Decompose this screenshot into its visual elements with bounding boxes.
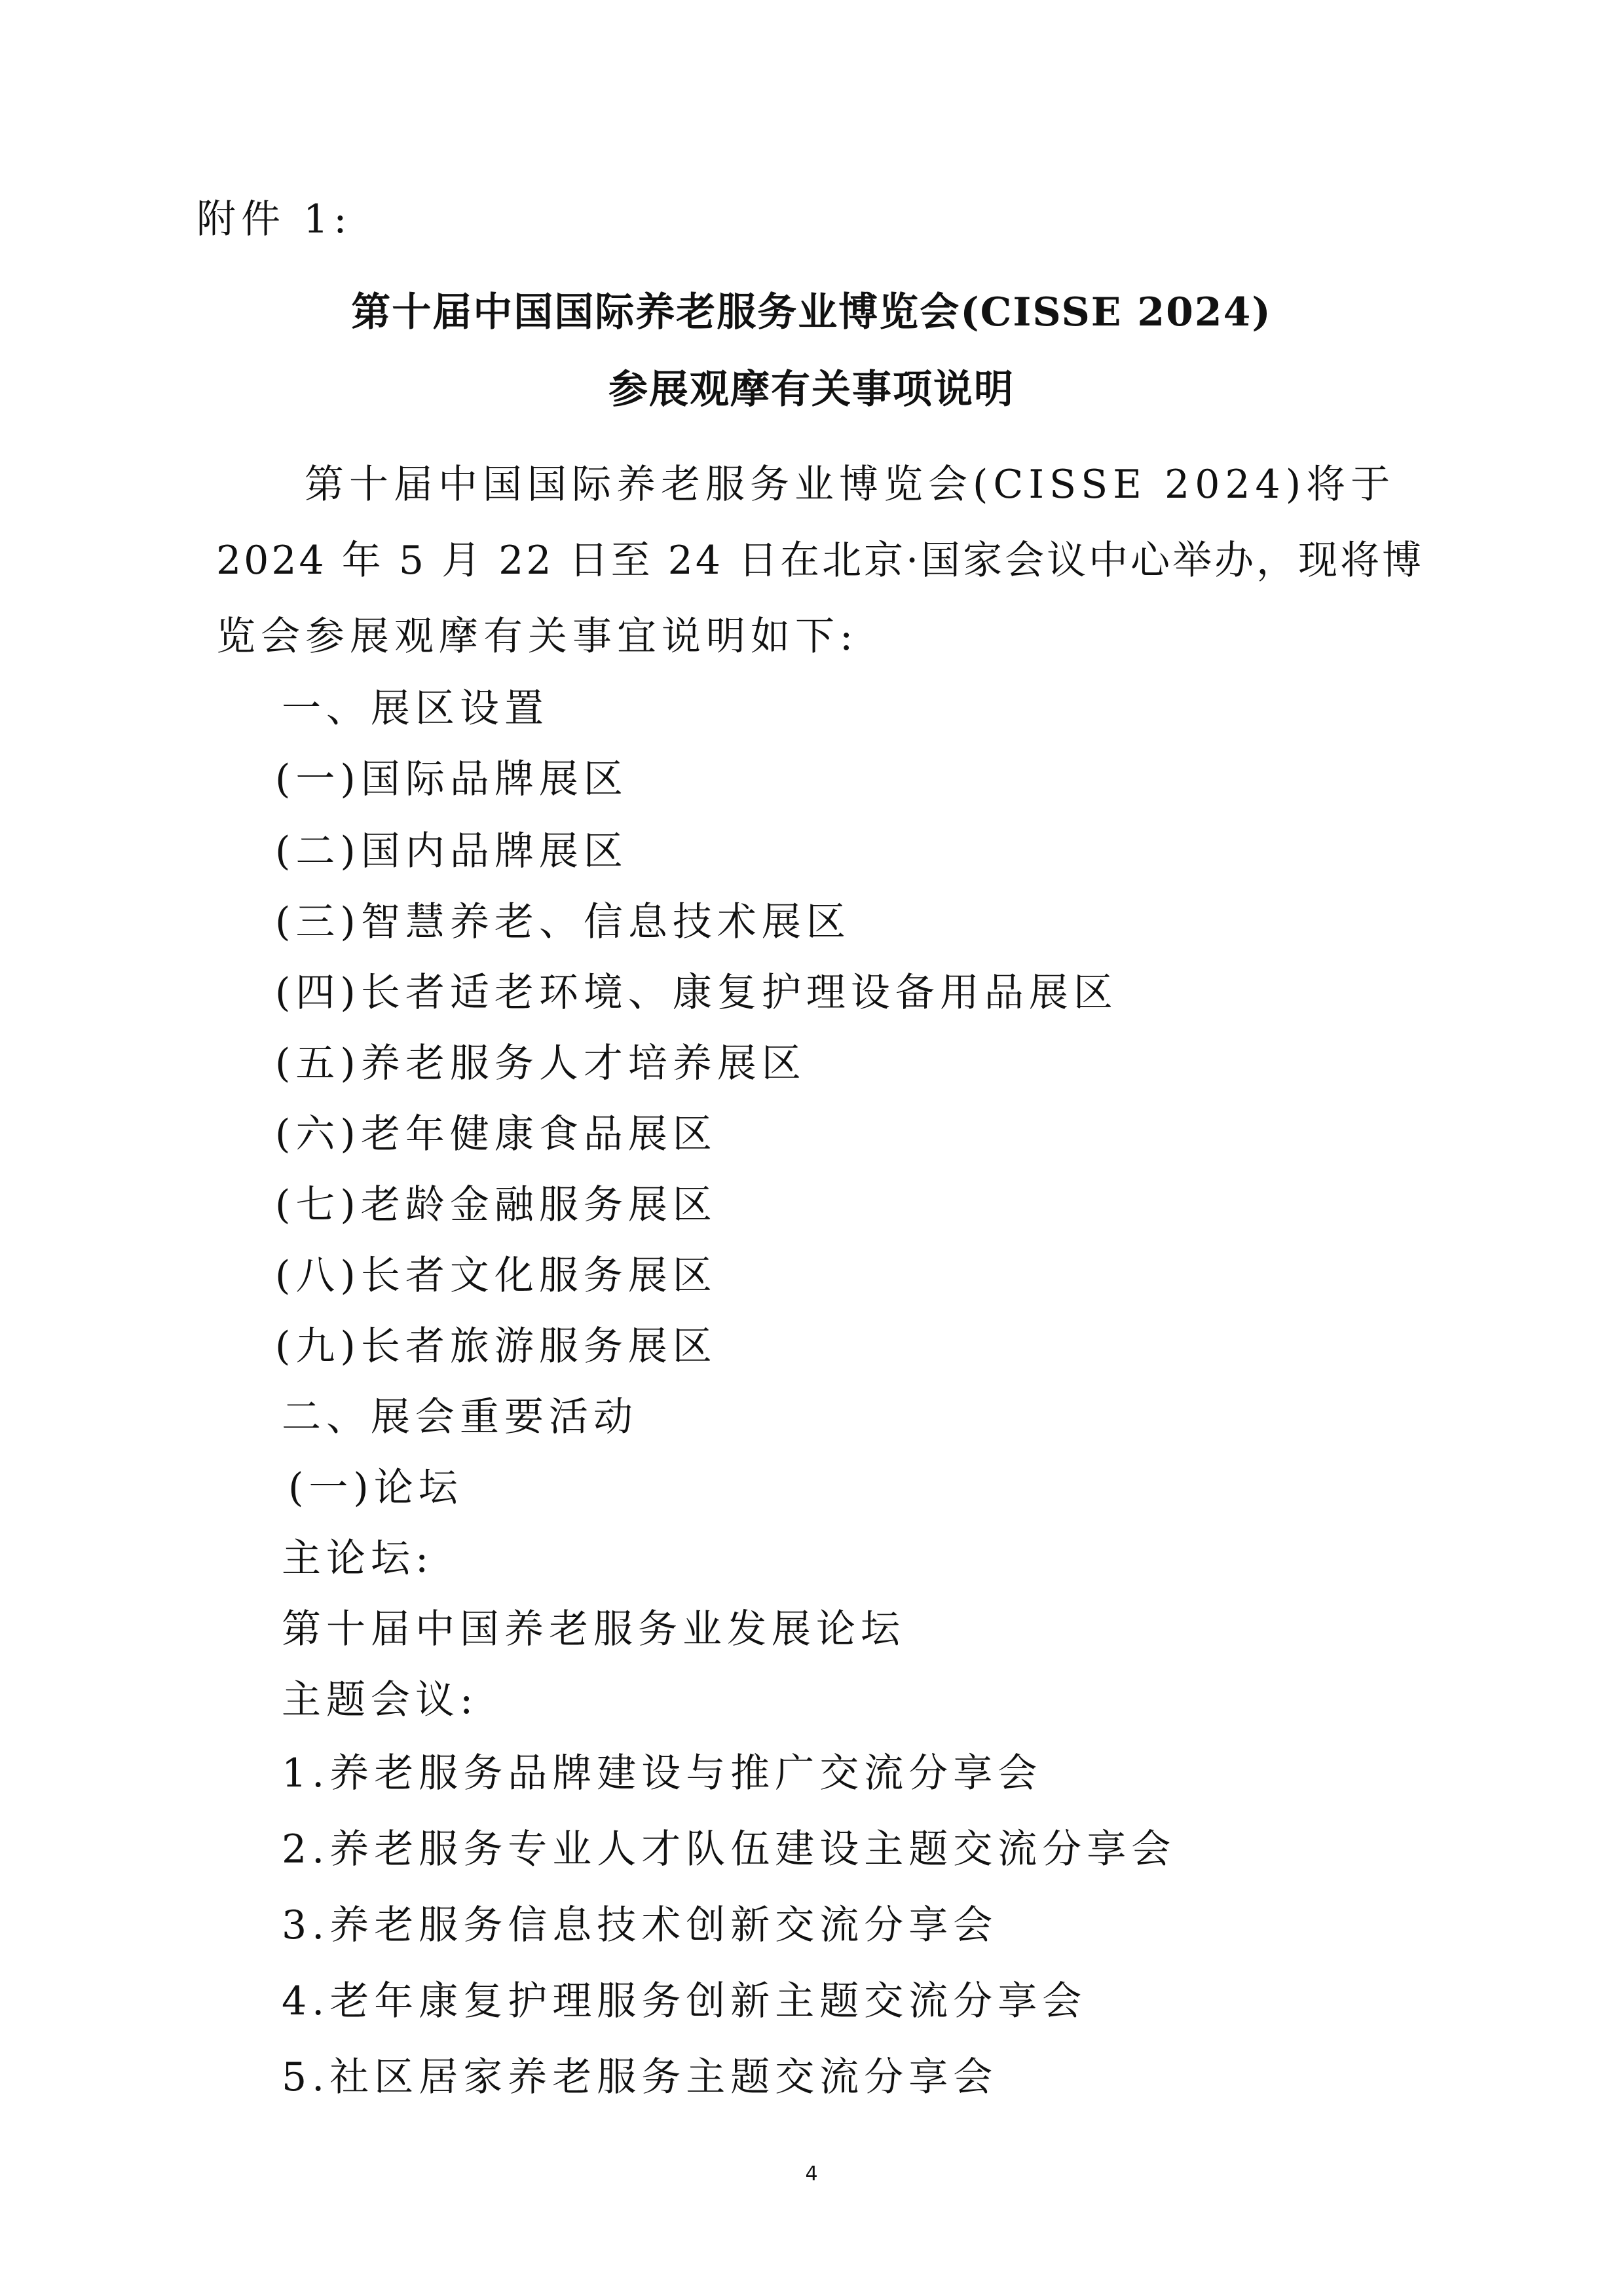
topic-meeting-3: 3.养老服务信息技术创新交流分享会: [282, 1902, 998, 1948]
topic-meetings-label: 主题会议:: [282, 1677, 479, 1723]
zone-item-1: (一)国际品牌展区: [275, 756, 628, 802]
intro-paragraph-line-3: 览会参展观摩有关事宜说明如下:: [216, 614, 859, 659]
document-title-line-2: 参展观摩有关事项说明: [608, 367, 1015, 413]
intro-paragraph-line-1: 第十届中国国际养老服务业博览会(CISSE 2024)将于: [305, 462, 1396, 508]
zone-item-9: (九)长者旅游服务展区: [275, 1324, 717, 1369]
zone-item-6: (六)老年健康食品展区: [275, 1111, 717, 1157]
document-title-line-1: 第十届中国国际养老服务业博览会(CISSE 2024): [351, 289, 1272, 335]
intro-paragraph-line-2: 2024 年 5 月 22 日至 24 日在北京·国家会议中心举办，现将博: [216, 538, 1425, 583]
zone-item-3: (三)智慧养老、信息技术展区: [275, 899, 851, 945]
page-number: 4: [805, 2162, 818, 2185]
main-forum-label: 主论坛:: [282, 1536, 434, 1582]
topic-meeting-1: 1.养老服务品牌建设与推广交流分享会: [282, 1750, 1043, 1796]
section-heading-exhibition-zones: 一、展区设置: [282, 686, 549, 731]
topic-meeting-4: 4.老年康复护理服务创新主题交流分享会: [282, 1978, 1087, 2024]
attachment-label: 附件 1:: [196, 196, 352, 242]
section-heading-key-activities: 二、展会重要活动: [282, 1394, 638, 1440]
zone-item-7: (七)老龄金融服务展区: [275, 1182, 717, 1228]
main-forum-name: 第十届中国养老服务业发展论坛: [282, 1606, 905, 1652]
zone-item-4: (四)长者适老环境、康复护理设备用品展区: [275, 970, 1118, 1016]
zone-item-5: (五)养老服务人才培养展区: [275, 1041, 806, 1086]
subsection-heading-forum: (一)论坛: [288, 1465, 463, 1511]
zone-item-2: (二)国内品牌展区: [275, 828, 628, 874]
topic-meeting-2: 2.养老服务专业人才队伍建设主题交流分享会: [282, 1826, 1176, 1872]
topic-meeting-5: 5.社区居家养老服务主题交流分享会: [282, 2054, 998, 2100]
zone-item-8: (八)长者文化服务展区: [275, 1253, 717, 1299]
